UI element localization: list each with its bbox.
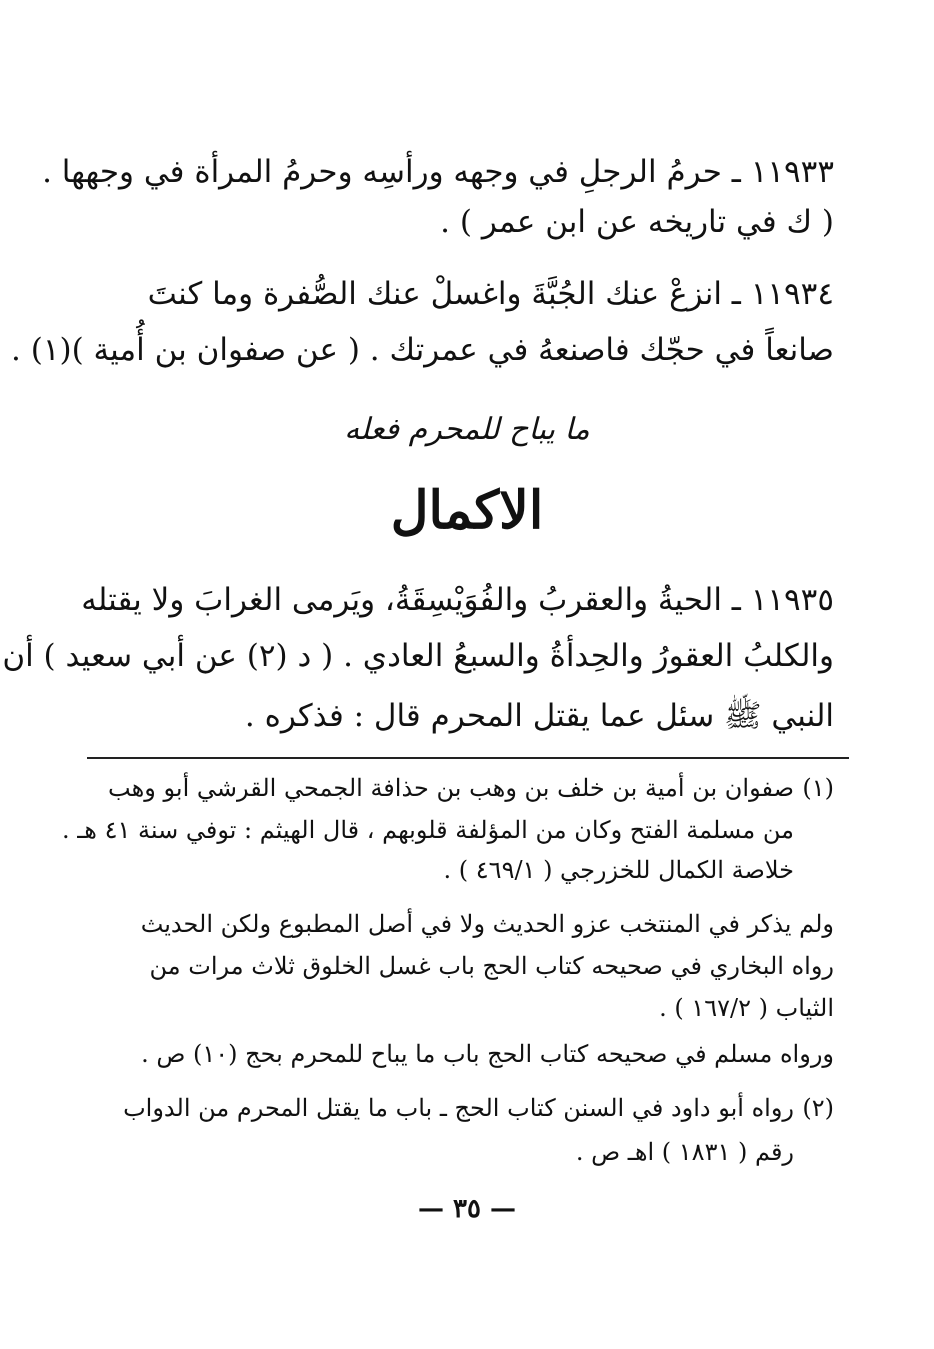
- editor-note-line-1: ولم يذكر في المنتخب عزو الحديث ولا في أصل المطبوع ولكن الحديث: [140, 910, 834, 938]
- hadith-11935-line-2: والكلبُ العقورُ والحِدأةُ والسبعُ العادي . ( د (٢) عن أبي سعيد ) أن: [2, 638, 834, 674]
- page-number: — ٣٥ —: [417, 1194, 517, 1224]
- footnote-1-line-1: صفوان بن أمية بن خلف بن وهب بن حذافة الجمحي القرشي أبو وهب: [108, 774, 794, 802]
- section-subtitle: ما يباح للمحرم فعله: [344, 412, 590, 447]
- footnote-1-number: (١): [802, 774, 834, 802]
- hadith-11933-line-2: ( ك في تاريخه عن ابن عمر ) .: [440, 204, 834, 240]
- editor-note-line-3: الثياب ( ١٦٧/٢ ) .: [659, 994, 834, 1022]
- footnote-1-line-2: من مسلمة الفتح وكان من المؤلفة قلوبهم ، قال الهيثم : توفي سنة ٤١ هـ .: [62, 816, 794, 844]
- footnote-2-line-1: رواه أبو داود في السنن كتاب الحج ـ باب ما يقتل المحرم من الدواب: [123, 1094, 794, 1122]
- footnote-2-number: (٢): [802, 1094, 834, 1122]
- section-title: الاكمال: [390, 480, 544, 541]
- footnote-separator: [87, 757, 849, 759]
- hadith-11934-line-2: صانعاً في حجّك فاصنعهُ في عمرتك . ( عن صفوان بن أُمية )(١) .: [11, 332, 834, 368]
- hadith-11933-line-1: ١١٩٣٣ ـ حرمُ الرجلِ في وجهه ورأسِه وحرمُ المرأة في وجهها .: [42, 154, 834, 190]
- footnote-1-line-3: خلاصة الكمال للخزرجي ( ٤٦٩/١ ) .: [443, 856, 794, 884]
- footnote-2-line-2: رقم ( ١٨٣١ ) اهـ ص .: [575, 1138, 794, 1166]
- hadith-11934-line-1: ١١٩٣٤ ـ انزعْ عنك الجُبَّةَ واغسلْ عنك الصُّفرة وما كنتَ: [147, 276, 834, 312]
- editor-note-line-4: ورواه مسلم في صحيحه كتاب الحج باب ما يباح للمحرم بحج (١٠) ص .: [141, 1040, 834, 1068]
- hadith-11935-line-3: النبي ﷺ سئل عما يقتل المحرم قال : فذكره .: [244, 698, 834, 734]
- editor-note-line-2: رواه البخاري في صحيحه كتاب الحج باب غسل الخلوق ثلاث مرات من: [149, 952, 834, 980]
- hadith-11935-line-1: ١١٩٣٥ ـ الحيةُ والعقربُ والفُوَيْسِقَةُ، ويَرمى الغرابَ ولا يقتله: [81, 582, 834, 618]
